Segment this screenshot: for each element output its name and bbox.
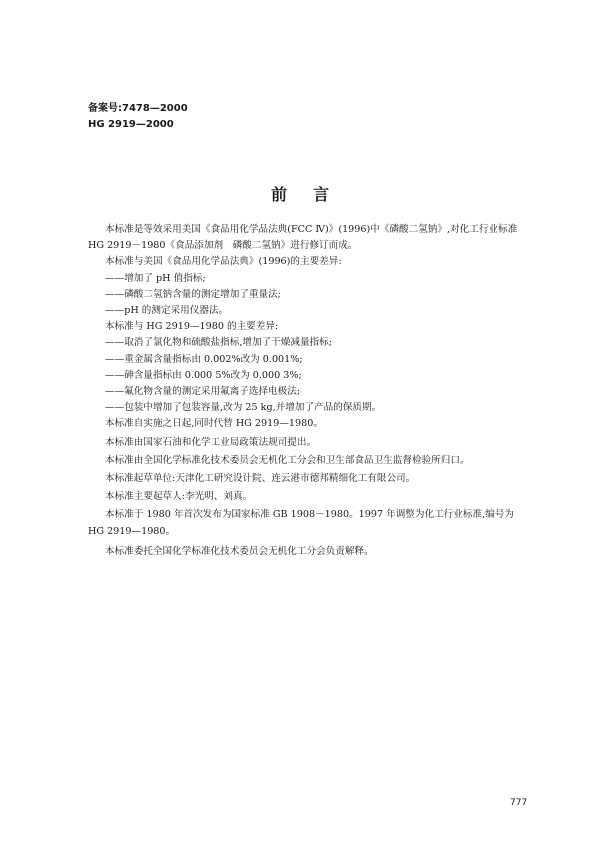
filing-number: 备案号:7478—2000	[88, 103, 188, 114]
paragraph: 本标准是等效采用美国《食品用化学品法典(FCC Ⅳ)》(1996)中《磷酸二氢钠》,对化工行业标准 HG 2919－1980《食品添加剂 磷酸二氢钠》进行修订而成。	[88, 224, 518, 252]
paragraph: 本标准起草单位:天津化工研究设计院、连云港市德邦精细化工有限公司。	[105, 473, 416, 485]
paragraph: 本标准由全国化学标准化技术委员会无机化工分会和卫生部食品卫生监督检验所归口。	[105, 454, 470, 466]
paragraph: 本标准委托全国化学标准化技术委员会无机化工分会负责解释。	[105, 545, 374, 557]
standard-code: HG 2919—2000	[88, 119, 174, 130]
paragraph: 本标准自实施之日起,同时代替 HG 2919—1980。	[105, 418, 323, 430]
list-item: ——取消了氯化物和硫酸盐指标,增加了干燥减量指标;	[105, 337, 332, 349]
list-item: ——重金属含量指标由 0.002%改为 0.001%;	[105, 353, 303, 365]
paragraph: 本标准由国家石油和化学工业局政策法规司提出。	[105, 436, 317, 448]
document-header	[88, 101, 188, 133]
page-number: 777	[510, 798, 528, 808]
list-item: ——pH 的测定采用仪器法。	[105, 305, 229, 317]
paragraph: 本标准主要起草人:李光明、刘真。	[105, 491, 253, 503]
paragraph: 本标准与 HG 2919—1980 的主要差异:	[105, 321, 279, 333]
foreword-body	[88, 222, 528, 560]
list-item: ——氟化物含量的测定采用氟离子选择电极法;	[105, 386, 301, 398]
paragraph: 本标准与美国《食品用化学品法典》(1996)的主要差异:	[105, 256, 342, 268]
list-item: ——砷含量指标由 0.000 5%改为 0.000 3%;	[105, 369, 302, 381]
list-item: ——磷酸二氢钠含量的测定增加了重量法;	[105, 288, 281, 300]
paragraph: 本标准于 1980 年首次发布为国家标准 GB 1908－1980。1997 年调整为化工行业标准,编号为 HG 2919—1980。	[88, 509, 514, 537]
list-item: ——包装中增加了包装容量,改为 25 kg,并增加了产品的保质期。	[105, 402, 382, 414]
list-item: ——增加了 pH 值指标;	[105, 272, 206, 284]
page-title: 前言	[270, 185, 355, 204]
